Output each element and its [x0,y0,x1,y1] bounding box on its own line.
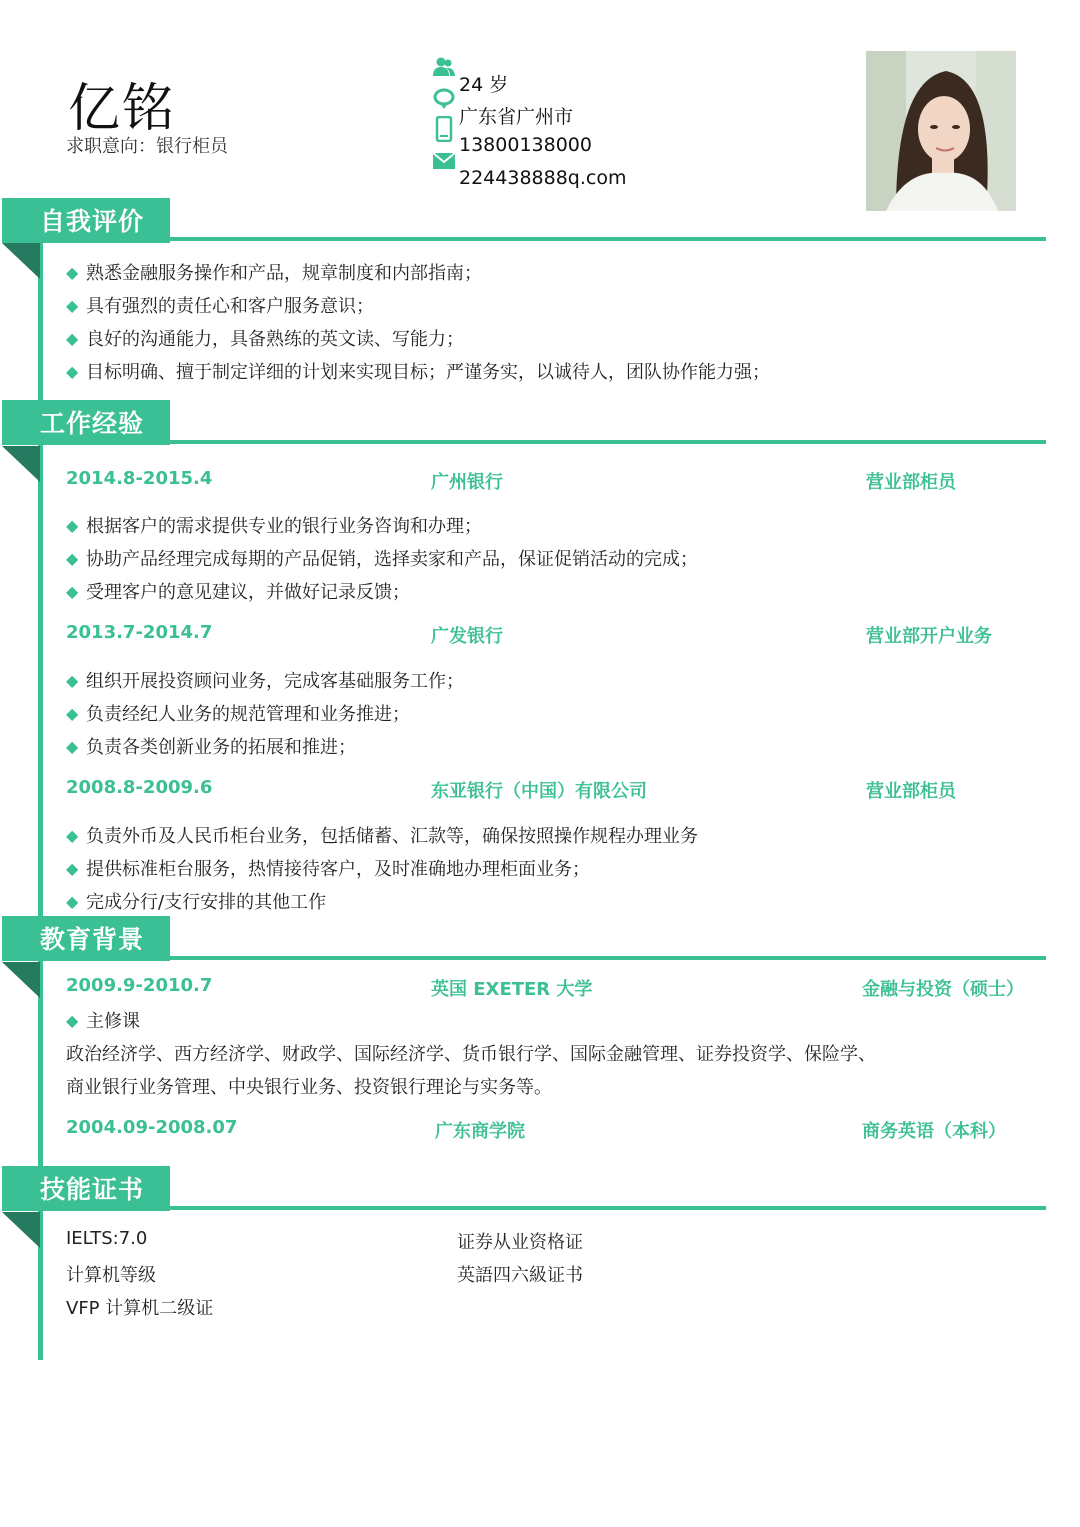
job-role: 营业部柜员 [866,781,956,802]
diamond-icon: ◆ [66,670,79,690]
candidate-name: 亿铭 [68,79,177,139]
phone-icon [432,117,456,141]
section-ribbon-fold [2,243,40,279]
list-item: ◆ 协助产品经理完成每期的产品促销，选择卖家和产品，保证促销活动的完成； [66,548,698,570]
job-intent: 求职意向：银行柜员 [66,136,228,157]
section-ribbon-fold [2,1212,40,1248]
contact-email [432,146,627,189]
job-period: 2008.8-2009.6 [66,777,213,798]
list-item: ◆ 根据客户的需求提供专业的银行业务咨询和办理； [66,515,482,537]
diamond-icon: ◆ [66,548,79,568]
contact-age [432,52,509,96]
skill-item: 计算机等级 [66,1265,156,1286]
section-title: 工作经验 [40,409,145,438]
diamond-icon: ◆ [66,262,79,282]
job-role: 营业部柜员 [866,472,956,493]
diamond-icon: ◆ [66,703,79,723]
section-title: 教育背景 [40,925,145,954]
job-period: 2014.8-2015.4 [66,468,213,489]
edu-school: 英国 EXETER 大学 [431,979,593,1000]
section-divider [168,237,1046,241]
list-item: ◆ 组织开展投资顾问业务，完成客基础服务工作； [66,670,464,692]
courses-line: 政治经济学、西方经济学、财政学、国际经济学、货币银行学、国际金融管理、证券投资学、保险学、 [66,1044,876,1065]
list-item: ◆ 目标明确、擅于制定详细的计划来实现目标；严谨务实，以诚待人，团队协作能力强； [66,361,770,383]
section-header-edu [2,916,170,961]
contact-phone-text: 13800138000 [459,134,592,156]
contact-email-text: 224438888q.com [459,167,627,189]
section-divider [168,1206,1046,1210]
skill-item: VFP 计算机二级证 [66,1298,214,1319]
list-item: ◆ 负责各类创新业务的拓展和推进； [66,736,356,758]
contact-age-text: 24 岁 [459,74,509,96]
skill-item: 英語四六級证书 [457,1265,583,1286]
section-header-work [2,400,170,445]
edu-major: 商务英语（本科） [862,1121,1006,1142]
skill-item: 证券从业资格证 [457,1232,583,1253]
job-company: 广州银行 [431,472,503,493]
section-ribbon-fold [2,962,40,998]
diamond-icon: ◆ [66,1010,79,1030]
location-pin-icon [432,87,456,111]
list-item: ◆ 负责外币及人民币柜台业务，包括储蓄、汇款等，确保按照操作规程办理业务 [66,825,698,847]
diamond-icon: ◆ [66,581,79,601]
job-company: 广发银行 [431,626,503,647]
contact-location-text: 广东省广州市 [459,106,574,128]
list-item: ◆ 负责经纪人业务的规范管理和业务推进； [66,703,410,725]
courses-label: ◆ 主修课 [66,1010,140,1032]
section-title: 自我评价 [40,207,145,236]
diamond-icon: ◆ [66,515,79,535]
job-period: 2013.7-2014.7 [66,622,213,643]
mail-icon [432,149,456,173]
edu-period: 2004.09-2008.07 [66,1117,238,1138]
diamond-icon: ◆ [66,295,79,315]
edu-school: 广东商学院 [435,1121,525,1142]
list-item: ◆ 提供标准柜台服务，热情接待客户，及时准确地办理柜面业务； [66,858,590,880]
list-item: ◆ 具有强烈的责任心和客户服务意识； [66,295,374,317]
diamond-icon: ◆ [66,858,79,878]
diamond-icon: ◆ [66,328,79,348]
courses-line: 商业银行业务管理、中央银行业务、投资银行理论与实务等。 [66,1077,552,1098]
section-header-self [2,198,170,243]
diamond-icon: ◆ [66,736,79,756]
edu-major: 金融与投资（硕士） [862,979,1024,1000]
section-divider [168,440,1046,444]
edu-period: 2009.9-2010.7 [66,975,213,996]
section-title: 技能证书 [40,1175,145,1204]
section-ribbon-fold [2,446,40,482]
list-item: ◆ 受理客户的意见建议，并做好记录反馈； [66,581,410,603]
section-divider [168,956,1046,960]
diamond-icon: ◆ [66,891,79,911]
diamond-icon: ◆ [66,825,79,845]
job-role: 营业部开户业务 [866,626,992,647]
skill-item: IELTS:7.0 [66,1228,148,1249]
person-icon [432,55,456,79]
list-item: ◆ 完成分行/支行安排的其他工作 [66,891,327,913]
profile-photo [866,51,1016,211]
section-header-skills [2,1166,170,1211]
list-item: ◆ 熟悉金融服务操作和产品，规章制度和内部指南； [66,262,482,284]
diamond-icon: ◆ [66,361,79,381]
job-company: 东亚银行（中国）有限公司 [431,781,647,802]
list-item: ◆ 良好的沟通能力，具备熟练的英文读、写能力； [66,328,464,350]
